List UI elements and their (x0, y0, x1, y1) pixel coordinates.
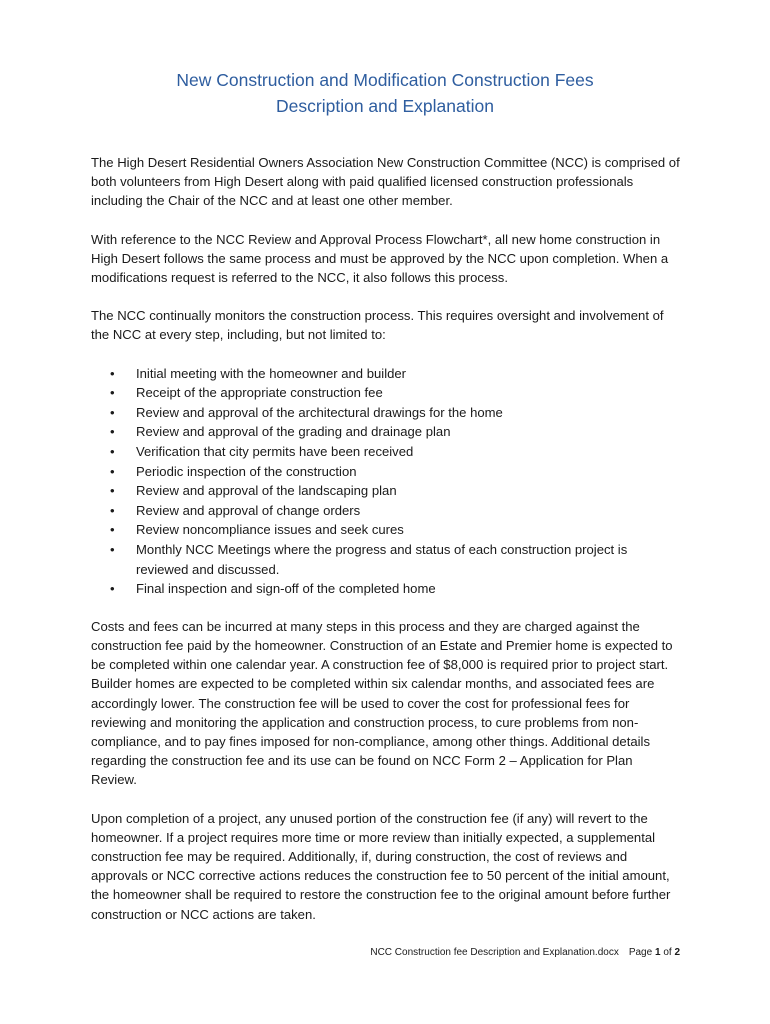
list-item (110, 364, 681, 384)
page-footer (0, 946, 680, 960)
bullet-icon: • (110, 522, 115, 538)
list-item (110, 422, 681, 442)
list-item-text: Review noncompliance issues and seek cures (136, 522, 404, 538)
list-item (110, 462, 681, 482)
bullet-icon: • (110, 404, 115, 420)
paragraph-flowchart-reference: With reference to the NCC Review and Approval Process Flowchart*, all new home construction in High Desert follows the same process and must be approved by the NCC upon completion. When a modifications request is referred to the NCC, it also follows this process. (91, 231, 669, 286)
list-item (110, 540, 681, 579)
list-item-text: Review and approval of the grading and drainage plan (136, 424, 451, 440)
document-body (91, 153, 681, 943)
list-item-text: Receipt of the appropriate construction fee (136, 385, 383, 401)
bullet-icon: • (110, 581, 115, 597)
monitoring-steps-list (91, 364, 681, 599)
footer-page-current: 1 (654, 947, 661, 958)
paragraph-monitoring-intro: The NCC continually monitors the construction process. This requires oversight and involvement of the NCC at every step, including, but not limited to: (91, 308, 664, 343)
list-item-text: Review and approval of the architectural drawings for the home (136, 404, 503, 420)
bullet-icon: • (110, 444, 115, 459)
footer-of-label: of (663, 947, 672, 958)
list-item-text: Review and approval of the landscaping plan (136, 483, 397, 499)
document-title-line-1: New Construction and Modification Construction Fees (176, 70, 594, 90)
list-item-text: Monthly NCC Meetings where the progress and status of each construction project is reviewed and discussed. (136, 541, 628, 577)
list-item-text: Verification that city permits have been received (136, 444, 414, 459)
list-item-text: Review and approval of change orders (136, 502, 361, 518)
list-item (110, 383, 681, 403)
footer-page-label: Page (628, 947, 653, 958)
paragraph-project-completion: Upon completion of a project, any unused portion of the construction fee (if any) will revert to the homeowner. If a project requires more time or more review than initially expected, a supplemental construction fee may be required. Additionally, if, during construction, the cost of reviews and approvals or NCC corrective actions reduces the construction fee to 50 percent of the initial amount, the homeowner shall be required to restore the construction fee to the original amount before further construction or NCC actions are taken. (91, 810, 671, 922)
bullet-icon: • (110, 502, 115, 518)
footer-page-total: 2 (674, 947, 680, 958)
bullet-icon: • (110, 365, 115, 381)
list-item (110, 501, 681, 521)
bullet-icon: • (110, 385, 115, 401)
list-item (110, 442, 681, 462)
list-item-text: Initial meeting with the homeowner and builder (136, 365, 407, 381)
list-item (110, 481, 681, 501)
document-title-line-2: Description and Explanation (276, 96, 494, 116)
list-item (110, 520, 681, 540)
list-item-text: Final inspection and sign-off of the completed home (136, 581, 436, 597)
list-item (110, 403, 681, 423)
list-item-text: Periodic inspection of the construction (136, 463, 357, 479)
bullet-icon: • (110, 463, 115, 479)
bullet-icon: • (110, 541, 115, 557)
bullet-icon: • (110, 483, 115, 499)
footer-filename: NCC Construction fee Description and Explanation.docx (370, 947, 619, 958)
list-item (110, 579, 681, 599)
paragraph-costs-and-fees: Costs and fees can be incurred at many steps in this process and they are charged against the construction fee paid by the homeowner. Construction of an Estate and Premier home is expected to be completed within one calendar year. A construction fee of $8,000 is required prior to project start. Builder homes are expected to be completed within six calendar months, and associated fees are accordingly lower. The construction fee will be used to cover the cost for professional fees for reviewing and monitoring the application and construction process, to cure problems from non-compliance, and to pay fines imposed for non-compliance, among other things. Additional details regarding the construction fee and its use can be found on NCC Form 2 – Application for Plan Review. (91, 618, 673, 788)
bullet-icon: • (110, 424, 115, 440)
paragraph-ncc-composition: The High Desert Residential Owners Association New Construction Committee (NCC) is comprised of both volunteers from High Desert along with paid qualified licensed construction professionals including the Chair of the NCC and at least one other member. (91, 155, 680, 209)
